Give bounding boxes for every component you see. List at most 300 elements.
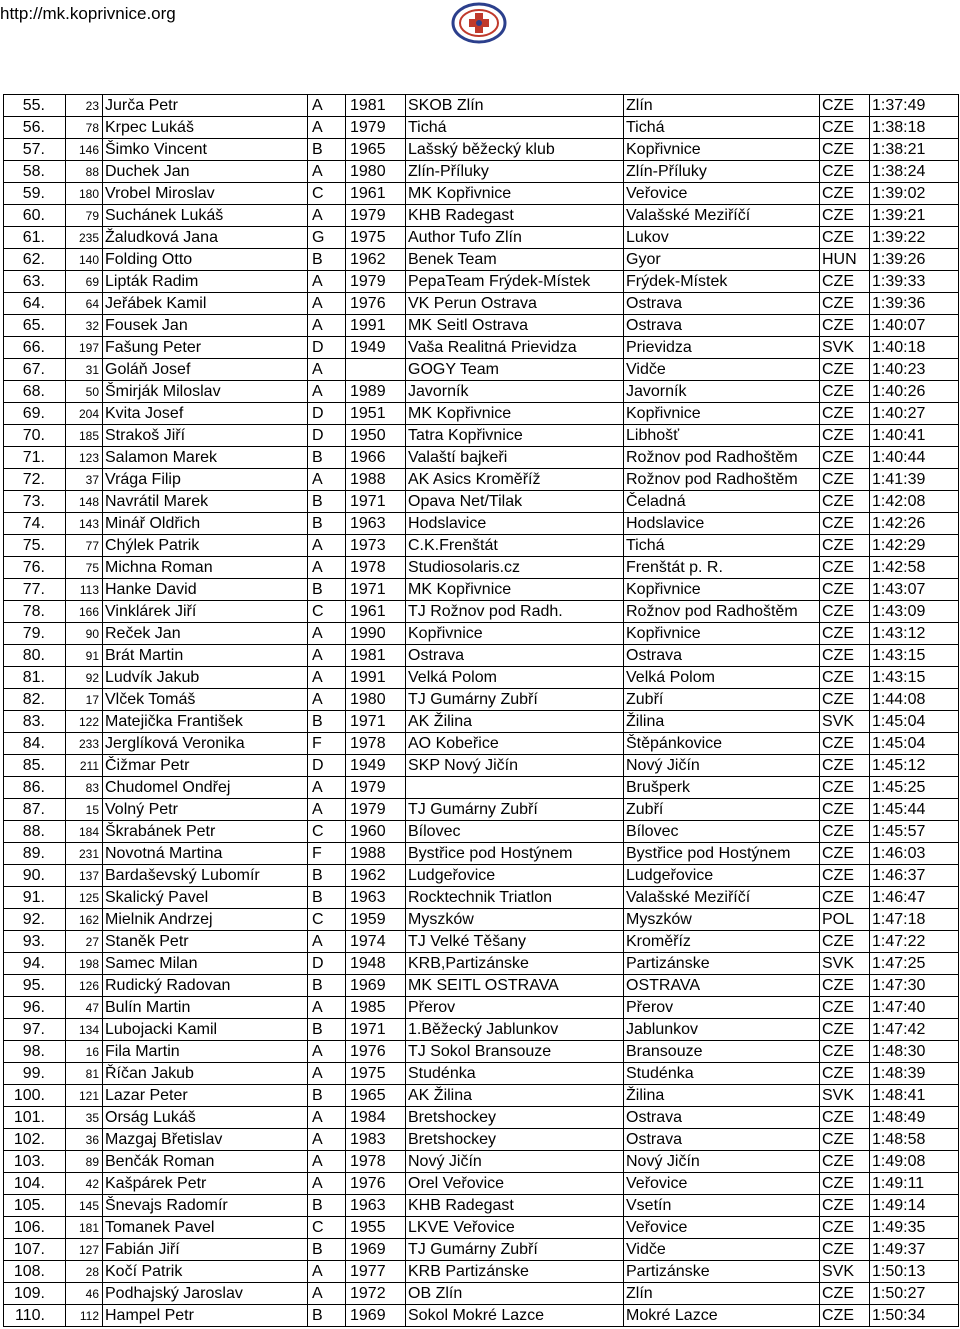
nation-cell: CZE bbox=[820, 1217, 870, 1239]
position-cell: 55. bbox=[4, 95, 66, 117]
club-cell: Velká Polom bbox=[406, 667, 624, 689]
name-cell: Tomanek Pavel bbox=[103, 1217, 308, 1239]
table-row bbox=[4, 271, 959, 293]
time-cell: 1:47:25 bbox=[870, 953, 959, 975]
year-cell: 1976 bbox=[346, 293, 406, 315]
town-cell: Rožnov pod Radhoštěm bbox=[624, 601, 820, 623]
table-row bbox=[4, 337, 959, 359]
town-cell: Ostrava bbox=[624, 1107, 820, 1129]
nation-cell: CZE bbox=[820, 579, 870, 601]
bib-cell: 91 bbox=[66, 645, 103, 667]
name-cell: Jerglíková Veronika bbox=[103, 733, 308, 755]
nation-cell: CZE bbox=[820, 1151, 870, 1173]
results-body bbox=[4, 95, 959, 1327]
position-cell: 74. bbox=[4, 513, 66, 535]
club-cell: OB Zlín bbox=[406, 1283, 624, 1305]
town-cell: Myszków bbox=[624, 909, 820, 931]
table-row bbox=[4, 513, 959, 535]
position-cell: 95. bbox=[4, 975, 66, 997]
nation-cell: CZE bbox=[820, 1173, 870, 1195]
category-cell: A bbox=[308, 1129, 346, 1151]
year-cell: 1963 bbox=[346, 513, 406, 535]
time-cell: 1:45:04 bbox=[870, 733, 959, 755]
category-cell: A bbox=[308, 645, 346, 667]
year-cell: 1989 bbox=[346, 381, 406, 403]
town-cell: Ostrava bbox=[624, 315, 820, 337]
time-cell: 1:38:21 bbox=[870, 139, 959, 161]
table-row bbox=[4, 1151, 959, 1173]
category-cell: A bbox=[308, 535, 346, 557]
year-cell: 1950 bbox=[346, 425, 406, 447]
time-cell: 1:43:07 bbox=[870, 579, 959, 601]
bib-cell: 184 bbox=[66, 821, 103, 843]
bib-cell: 78 bbox=[66, 117, 103, 139]
club-cell: Bystřice pod Hostýnem bbox=[406, 843, 624, 865]
table-row bbox=[4, 1085, 959, 1107]
category-cell: A bbox=[308, 667, 346, 689]
nation-cell: CZE bbox=[820, 1107, 870, 1129]
table-row bbox=[4, 1173, 959, 1195]
club-cell: Orel Veřovice bbox=[406, 1173, 624, 1195]
town-cell: Bystřice pod Hostýnem bbox=[624, 843, 820, 865]
results-table bbox=[3, 94, 959, 1327]
time-cell: 1:43:12 bbox=[870, 623, 959, 645]
club-cell: TJ Gumárny Zubří bbox=[406, 689, 624, 711]
year-cell: 1979 bbox=[346, 799, 406, 821]
category-cell: A bbox=[308, 1151, 346, 1173]
town-cell: Žilina bbox=[624, 1085, 820, 1107]
time-cell: 1:39:21 bbox=[870, 205, 959, 227]
town-cell: Nový Jičín bbox=[624, 755, 820, 777]
year-cell: 1965 bbox=[346, 139, 406, 161]
table-row bbox=[4, 1019, 959, 1041]
town-cell: Prievidza bbox=[624, 337, 820, 359]
club-cell: AK Žilina bbox=[406, 1085, 624, 1107]
year-cell: 1977 bbox=[346, 1261, 406, 1283]
position-cell: 97. bbox=[4, 1019, 66, 1041]
town-cell: Ludgeřovice bbox=[624, 865, 820, 887]
nation-cell: CZE bbox=[820, 469, 870, 491]
category-cell: B bbox=[308, 975, 346, 997]
nation-cell: CZE bbox=[820, 1195, 870, 1217]
category-cell: B bbox=[308, 579, 346, 601]
bib-cell: 137 bbox=[66, 865, 103, 887]
position-cell: 106. bbox=[4, 1217, 66, 1239]
category-cell: A bbox=[308, 469, 346, 491]
category-cell: A bbox=[308, 557, 346, 579]
name-cell: Chýlek Patrik bbox=[103, 535, 308, 557]
table-row bbox=[4, 205, 959, 227]
table-row bbox=[4, 183, 959, 205]
category-cell: A bbox=[308, 931, 346, 953]
table-row bbox=[4, 315, 959, 337]
year-cell: 1949 bbox=[346, 337, 406, 359]
bib-cell: 27 bbox=[66, 931, 103, 953]
bib-cell: 127 bbox=[66, 1239, 103, 1261]
category-cell: C bbox=[308, 1217, 346, 1239]
table-row bbox=[4, 447, 959, 469]
name-cell: Staněk Petr bbox=[103, 931, 308, 953]
position-cell: 83. bbox=[4, 711, 66, 733]
nation-cell: HUN bbox=[820, 249, 870, 271]
table-row bbox=[4, 623, 959, 645]
club-cell: TJ Sokol Bransouze bbox=[406, 1041, 624, 1063]
year-cell: 1975 bbox=[346, 1063, 406, 1085]
bib-cell: 23 bbox=[66, 95, 103, 117]
club-cell: TJ Rožnov pod Radh. bbox=[406, 601, 624, 623]
table-row bbox=[4, 865, 959, 887]
name-cell: Chudomel Ondřej bbox=[103, 777, 308, 799]
nation-cell: CZE bbox=[820, 733, 870, 755]
town-cell: Velká Polom bbox=[624, 667, 820, 689]
category-cell: B bbox=[308, 1195, 346, 1217]
bib-cell: 90 bbox=[66, 623, 103, 645]
bib-cell: 148 bbox=[66, 491, 103, 513]
club-cell: Ludgeřovice bbox=[406, 865, 624, 887]
position-cell: 65. bbox=[4, 315, 66, 337]
club-cell: AO Kobeřice bbox=[406, 733, 624, 755]
club-cell: Bretshockey bbox=[406, 1129, 624, 1151]
time-cell: 1:46:37 bbox=[870, 865, 959, 887]
bib-cell: 50 bbox=[66, 381, 103, 403]
name-cell: Žaludková Jana bbox=[103, 227, 308, 249]
position-cell: 68. bbox=[4, 381, 66, 403]
nation-cell: CZE bbox=[820, 491, 870, 513]
category-cell: A bbox=[308, 117, 346, 139]
club-cell: PepaTeam Frýdek-Místek bbox=[406, 271, 624, 293]
position-cell: 80. bbox=[4, 645, 66, 667]
town-cell: Kopřivnice bbox=[624, 579, 820, 601]
bib-cell: 143 bbox=[66, 513, 103, 535]
nation-cell: CZE bbox=[820, 161, 870, 183]
town-cell: Jablunkov bbox=[624, 1019, 820, 1041]
table-row bbox=[4, 953, 959, 975]
position-cell: 75. bbox=[4, 535, 66, 557]
club-cell: TJ Velké Těšany bbox=[406, 931, 624, 953]
nation-cell: CZE bbox=[820, 623, 870, 645]
year-cell: 1991 bbox=[346, 667, 406, 689]
category-cell: B bbox=[308, 711, 346, 733]
category-cell: A bbox=[308, 315, 346, 337]
club-cell: Bretshockey bbox=[406, 1107, 624, 1129]
time-cell: 1:39:33 bbox=[870, 271, 959, 293]
category-cell: A bbox=[308, 1173, 346, 1195]
position-cell: 78. bbox=[4, 601, 66, 623]
town-cell: Zlín bbox=[624, 1283, 820, 1305]
table-row bbox=[4, 1063, 959, 1085]
category-cell: B bbox=[308, 887, 346, 909]
club-cell: Tichá bbox=[406, 117, 624, 139]
position-cell: 60. bbox=[4, 205, 66, 227]
table-row bbox=[4, 821, 959, 843]
town-cell: Brušperk bbox=[624, 777, 820, 799]
club-cell: KHB Radegast bbox=[406, 205, 624, 227]
club-cell: MK SEITL OSTRAVA bbox=[406, 975, 624, 997]
category-cell: A bbox=[308, 1261, 346, 1283]
category-cell: D bbox=[308, 337, 346, 359]
nation-cell: CZE bbox=[820, 117, 870, 139]
bib-cell: 81 bbox=[66, 1063, 103, 1085]
position-cell: 90. bbox=[4, 865, 66, 887]
time-cell: 1:42:26 bbox=[870, 513, 959, 535]
site-url[interactable]: http://mk.koprivnice.org bbox=[0, 4, 176, 23]
category-cell: A bbox=[308, 997, 346, 1019]
nation-cell: CZE bbox=[820, 95, 870, 117]
time-cell: 1:42:29 bbox=[870, 535, 959, 557]
table-row bbox=[4, 601, 959, 623]
town-cell: Žilina bbox=[624, 711, 820, 733]
year-cell: 1975 bbox=[346, 227, 406, 249]
category-cell: B bbox=[308, 249, 346, 271]
nation-cell: CZE bbox=[820, 887, 870, 909]
name-cell: Jeřábek Kamil bbox=[103, 293, 308, 315]
table-row bbox=[4, 1239, 959, 1261]
name-cell: Fabián Jiří bbox=[103, 1239, 308, 1261]
nation-cell: CZE bbox=[820, 381, 870, 403]
position-cell: 70. bbox=[4, 425, 66, 447]
name-cell: Bardaševský Lubomír bbox=[103, 865, 308, 887]
category-cell: D bbox=[308, 425, 346, 447]
bib-cell: 89 bbox=[66, 1151, 103, 1173]
nation-cell: CZE bbox=[820, 1041, 870, 1063]
year-cell: 1979 bbox=[346, 271, 406, 293]
bib-cell: 32 bbox=[66, 315, 103, 337]
year-cell: 1981 bbox=[346, 645, 406, 667]
category-cell: A bbox=[308, 381, 346, 403]
category-cell: F bbox=[308, 733, 346, 755]
nation-cell: CZE bbox=[820, 1283, 870, 1305]
year-cell: 1974 bbox=[346, 931, 406, 953]
town-cell: Bílovec bbox=[624, 821, 820, 843]
town-cell: Ostrava bbox=[624, 293, 820, 315]
time-cell: 1:45:44 bbox=[870, 799, 959, 821]
year-cell: 1966 bbox=[346, 447, 406, 469]
position-cell: 76. bbox=[4, 557, 66, 579]
nation-cell: SVK bbox=[820, 1085, 870, 1107]
town-cell: Kopřivnice bbox=[624, 623, 820, 645]
time-cell: 1:44:08 bbox=[870, 689, 959, 711]
club-cell: Kopřivnice bbox=[406, 623, 624, 645]
position-cell: 99. bbox=[4, 1063, 66, 1085]
year-cell: 1960 bbox=[346, 821, 406, 843]
town-cell: Javorník bbox=[624, 381, 820, 403]
table-row bbox=[4, 799, 959, 821]
position-cell: 77. bbox=[4, 579, 66, 601]
position-cell: 66. bbox=[4, 337, 66, 359]
time-cell: 1:39:26 bbox=[870, 249, 959, 271]
club-cell: SKOB Zlín bbox=[406, 95, 624, 117]
position-cell: 61. bbox=[4, 227, 66, 249]
nation-cell: CZE bbox=[820, 843, 870, 865]
bib-cell: 75 bbox=[66, 557, 103, 579]
name-cell: Krpec Lukáš bbox=[103, 117, 308, 139]
year-cell: 1979 bbox=[346, 117, 406, 139]
position-cell: 56. bbox=[4, 117, 66, 139]
town-cell: Vsetín bbox=[624, 1195, 820, 1217]
category-cell: B bbox=[308, 447, 346, 469]
town-cell: Kopřivnice bbox=[624, 139, 820, 161]
position-cell: 104. bbox=[4, 1173, 66, 1195]
position-cell: 103. bbox=[4, 1151, 66, 1173]
nation-cell: CZE bbox=[820, 865, 870, 887]
table-row bbox=[4, 975, 959, 997]
name-cell: Ludvík Jakub bbox=[103, 667, 308, 689]
town-cell: Partizánske bbox=[624, 1261, 820, 1283]
name-cell: Šmirják Miloslav bbox=[103, 381, 308, 403]
year-cell: 1983 bbox=[346, 1129, 406, 1151]
year-cell: 1976 bbox=[346, 1173, 406, 1195]
name-cell: Folding Otto bbox=[103, 249, 308, 271]
town-cell: Valašské Meziříčí bbox=[624, 887, 820, 909]
bib-cell: 140 bbox=[66, 249, 103, 271]
table-row bbox=[4, 1283, 959, 1305]
bib-cell: 79 bbox=[66, 205, 103, 227]
name-cell: Říčan Jakub bbox=[103, 1063, 308, 1085]
time-cell: 1:48:41 bbox=[870, 1085, 959, 1107]
name-cell: Minář Oldřich bbox=[103, 513, 308, 535]
bib-cell: 64 bbox=[66, 293, 103, 315]
club-cell: VK Perun Ostrava bbox=[406, 293, 624, 315]
town-cell: Lukov bbox=[624, 227, 820, 249]
town-cell: Libhošť bbox=[624, 425, 820, 447]
table-row bbox=[4, 887, 959, 909]
bib-cell: 197 bbox=[66, 337, 103, 359]
club-cell: MK Kopřivnice bbox=[406, 183, 624, 205]
name-cell: Brát Martin bbox=[103, 645, 308, 667]
year-cell: 1979 bbox=[346, 205, 406, 227]
position-cell: 84. bbox=[4, 733, 66, 755]
table-row bbox=[4, 1129, 959, 1151]
nation-cell: CZE bbox=[820, 755, 870, 777]
town-cell: Frýdek-Místek bbox=[624, 271, 820, 293]
table-row bbox=[4, 139, 959, 161]
category-cell: A bbox=[308, 1283, 346, 1305]
year-cell: 1980 bbox=[346, 689, 406, 711]
club-cell: KRB Partizánske bbox=[406, 1261, 624, 1283]
name-cell: Kočí Patrik bbox=[103, 1261, 308, 1283]
year-cell: 1978 bbox=[346, 1151, 406, 1173]
club-cell: AK Asics Kroměříž bbox=[406, 469, 624, 491]
bib-cell: 46 bbox=[66, 1283, 103, 1305]
name-cell: Vinklárek Jiří bbox=[103, 601, 308, 623]
year-cell: 1951 bbox=[346, 403, 406, 425]
nation-cell: CZE bbox=[820, 447, 870, 469]
club-cell: Valaští bajkeři bbox=[406, 447, 624, 469]
category-cell: A bbox=[308, 799, 346, 821]
town-cell: Štěpánkovice bbox=[624, 733, 820, 755]
club-cell: Hodslavice bbox=[406, 513, 624, 535]
table-row bbox=[4, 117, 959, 139]
position-cell: 87. bbox=[4, 799, 66, 821]
town-cell: Přerov bbox=[624, 997, 820, 1019]
bib-cell: 31 bbox=[66, 359, 103, 381]
name-cell: Duchek Jan bbox=[103, 161, 308, 183]
nation-cell: CZE bbox=[820, 821, 870, 843]
nation-cell: CZE bbox=[820, 777, 870, 799]
time-cell: 1:49:14 bbox=[870, 1195, 959, 1217]
nation-cell: CZE bbox=[820, 315, 870, 337]
club-cell: Studiosolaris.cz bbox=[406, 557, 624, 579]
nation-cell: CZE bbox=[820, 1063, 870, 1085]
table-row bbox=[4, 1305, 959, 1327]
nation-cell: CZE bbox=[820, 293, 870, 315]
time-cell: 1:45:25 bbox=[870, 777, 959, 799]
club-cell: Opava Net/Tilak bbox=[406, 491, 624, 513]
nation-cell: CZE bbox=[820, 359, 870, 381]
town-cell: Veřovice bbox=[624, 183, 820, 205]
year-cell: 1959 bbox=[346, 909, 406, 931]
year-cell: 1978 bbox=[346, 733, 406, 755]
bib-cell: 83 bbox=[66, 777, 103, 799]
bib-cell: 36 bbox=[66, 1129, 103, 1151]
bib-cell: 122 bbox=[66, 711, 103, 733]
bib-cell: 162 bbox=[66, 909, 103, 931]
club-cell bbox=[406, 777, 624, 799]
name-cell: Fousek Jan bbox=[103, 315, 308, 337]
nation-cell: CZE bbox=[820, 645, 870, 667]
table-row bbox=[4, 1041, 959, 1063]
position-cell: 59. bbox=[4, 183, 66, 205]
year-cell: 1962 bbox=[346, 249, 406, 271]
year-cell: 1962 bbox=[346, 865, 406, 887]
time-cell: 1:40:26 bbox=[870, 381, 959, 403]
category-cell: C bbox=[308, 183, 346, 205]
name-cell: Lipták Radim bbox=[103, 271, 308, 293]
category-cell: A bbox=[308, 623, 346, 645]
bib-cell: 37 bbox=[66, 469, 103, 491]
club-cell: Sokol Mokré Lazce bbox=[406, 1305, 624, 1327]
town-cell: Kroměříz bbox=[624, 931, 820, 953]
name-cell: Navrátil Marek bbox=[103, 491, 308, 513]
town-cell: Studénka bbox=[624, 1063, 820, 1085]
time-cell: 1:49:08 bbox=[870, 1151, 959, 1173]
town-cell: Bransouze bbox=[624, 1041, 820, 1063]
time-cell: 1:38:24 bbox=[870, 161, 959, 183]
table-row bbox=[4, 359, 959, 381]
year-cell: 1985 bbox=[346, 997, 406, 1019]
nation-cell: CZE bbox=[820, 513, 870, 535]
position-cell: 89. bbox=[4, 843, 66, 865]
time-cell: 1:38:18 bbox=[870, 117, 959, 139]
club-cell: 1.Běžecký Jablunkov bbox=[406, 1019, 624, 1041]
table-row bbox=[4, 931, 959, 953]
name-cell: Fila Martin bbox=[103, 1041, 308, 1063]
nation-cell: CZE bbox=[820, 227, 870, 249]
position-cell: 67. bbox=[4, 359, 66, 381]
club-cell: Ostrava bbox=[406, 645, 624, 667]
town-cell: Zlín-Příluky bbox=[624, 161, 820, 183]
nation-cell: SVK bbox=[820, 337, 870, 359]
time-cell: 1:47:18 bbox=[870, 909, 959, 931]
nation-cell: CZE bbox=[820, 1239, 870, 1261]
table-row bbox=[4, 557, 959, 579]
town-cell: Ostrava bbox=[624, 1129, 820, 1151]
year-cell: 1963 bbox=[346, 887, 406, 909]
nation-cell: SVK bbox=[820, 711, 870, 733]
name-cell: Bulín Martin bbox=[103, 997, 308, 1019]
bib-cell: 185 bbox=[66, 425, 103, 447]
club-logo-icon bbox=[451, 2, 507, 44]
year-cell: 1980 bbox=[346, 161, 406, 183]
position-cell: 63. bbox=[4, 271, 66, 293]
club-cell: Tatra Kopřivnice bbox=[406, 425, 624, 447]
year-cell: 1988 bbox=[346, 469, 406, 491]
time-cell: 1:40:07 bbox=[870, 315, 959, 337]
table-row bbox=[4, 1195, 959, 1217]
bib-cell: 112 bbox=[66, 1305, 103, 1327]
time-cell: 1:40:44 bbox=[870, 447, 959, 469]
table-row bbox=[4, 403, 959, 425]
